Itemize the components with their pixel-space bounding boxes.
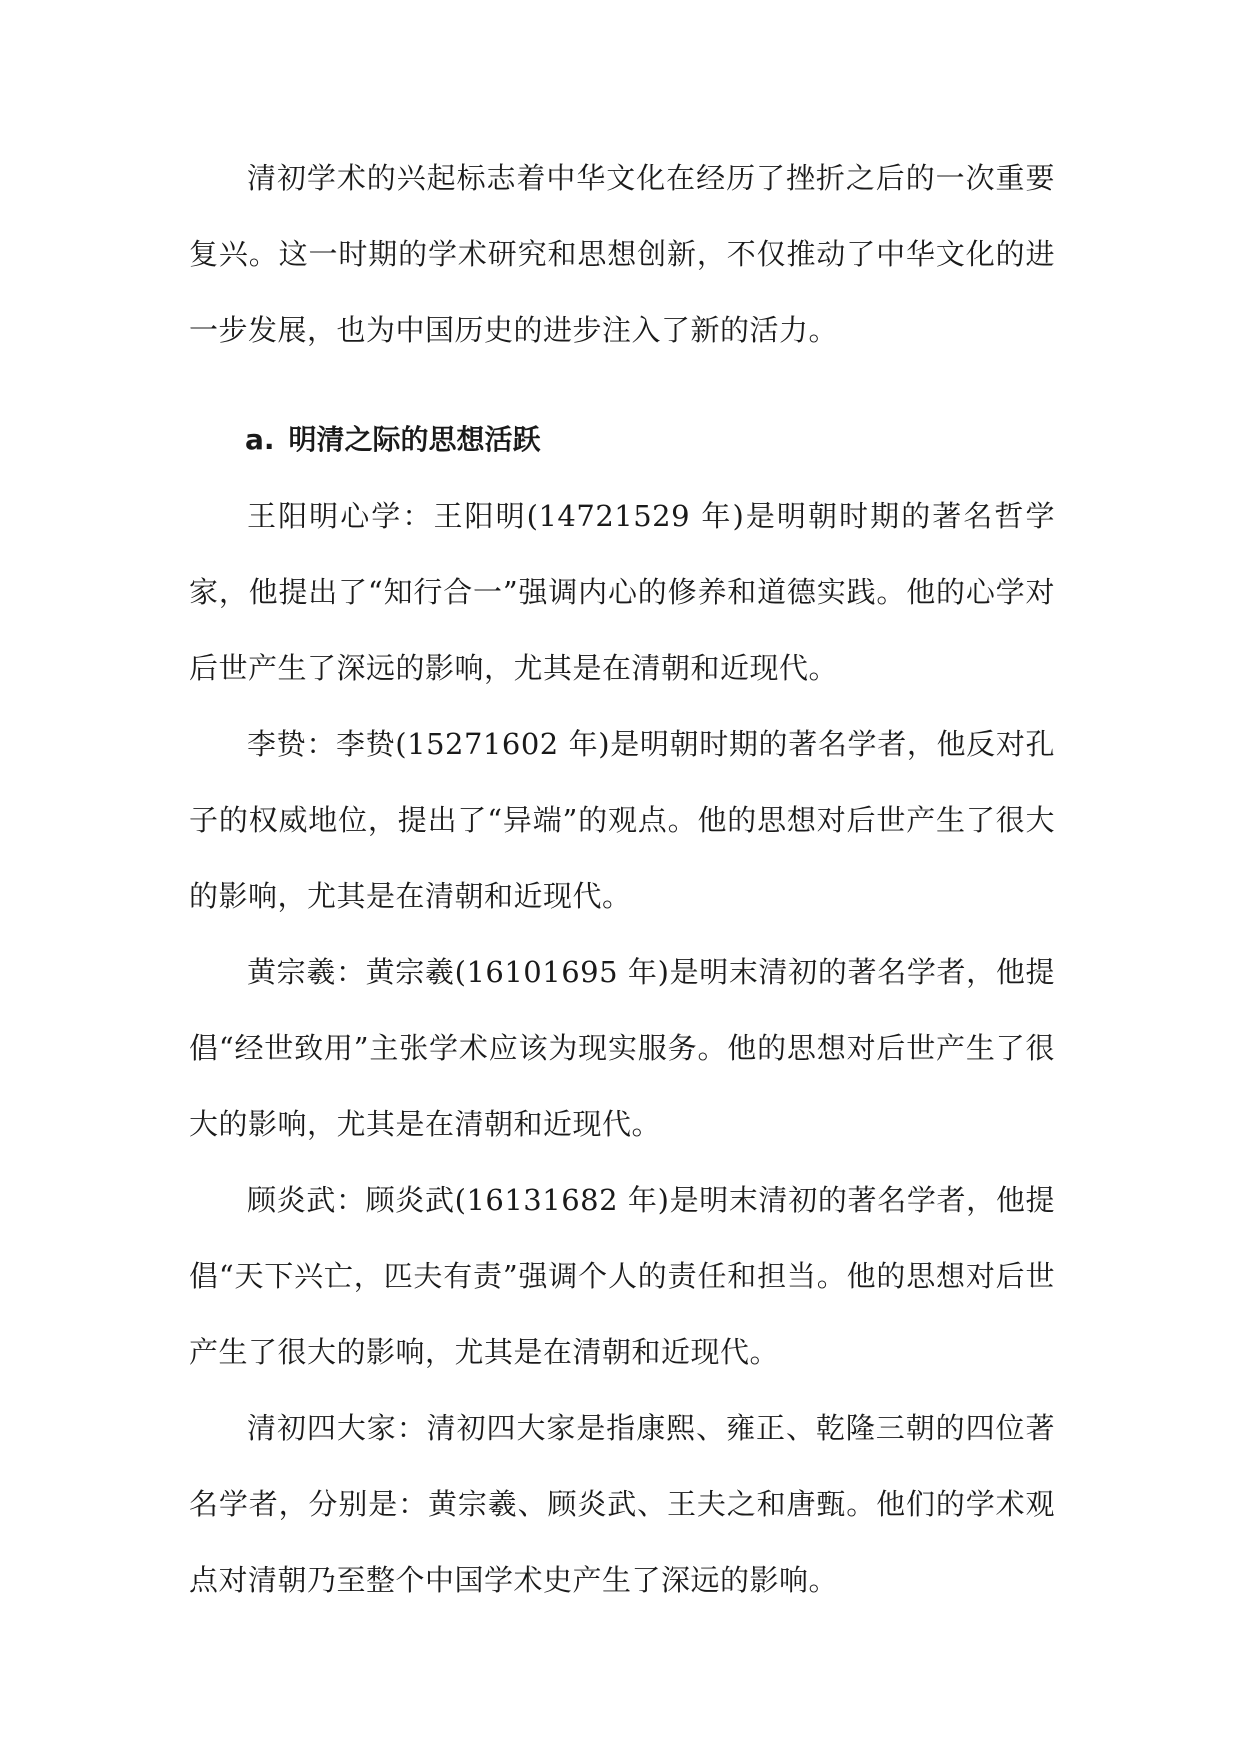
paragraph-wang-yangming: 王阳明心学：王阳明(14721529 年)是明朝时期的著名哲学家，他提出了“知行合一”强调内心的修养和道德实践。他的心学对后世产生了深远的影响，尤其是在清朝和近现代。	[189, 499, 1055, 685]
section-marker: a.	[245, 423, 275, 456]
section-heading	[189, 402, 1055, 478]
paragraph-huang-zongxi: 黄宗羲：黄宗羲(16101695 年)是明末清初的著名学者，他提倡“经世致用”主张学术应该为现实服务。他的思想对后世产生了很大的影响，尤其是在清朝和近现代。	[189, 955, 1055, 1141]
document-body	[189, 140, 1055, 1618]
paragraph-gu-yanwu: 顾炎武：顾炎武(16131682 年)是明末清初的著名学者，他提倡“天下兴亡，匹夫有责”强调个人的责任和担当。他的思想对后世产生了很大的影响，尤其是在清朝和近现代。	[189, 1183, 1055, 1369]
paragraph-li-zhi: 李贽：李贽(15271602 年)是明朝时期的著名学者，他反对孔子的权威地位，提出了“异端”的观点。他的思想对后世产生了很大的影响，尤其是在清朝和近现代。	[189, 727, 1055, 913]
section-title: 明清之际的思想活跃	[288, 423, 541, 456]
intro-paragraph: 清初学术的兴起标志着中华文化在经历了挫折之后的一次重要复兴。这一时期的学术研究和思想创新，不仅推动了中华文化的进一步发展，也为中国历史的进步注入了新的活力。	[189, 161, 1055, 347]
paragraph-four-masters: 清初四大家：清初四大家是指康熙、雍正、乾隆三朝的四位著名学者，分别是：黄宗羲、顾炎武、王夫之和唐甄。他们的学术观点对清朝乃至整个中国学术史产生了深远的影响。	[189, 1411, 1055, 1597]
